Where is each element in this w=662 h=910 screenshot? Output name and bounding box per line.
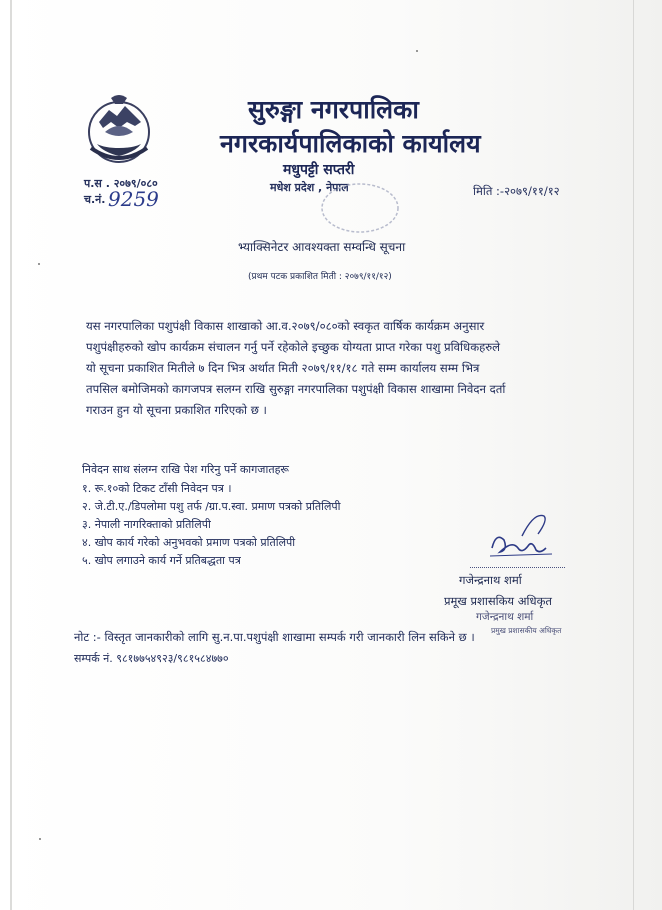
document-item: ४. खोप कार्य गरेको अनुभवको प्रमाण पत्रको प्रतिलिपी bbox=[82, 536, 296, 549]
speck bbox=[416, 50, 418, 52]
municipality-name: सुरुङ्गा नगरपालिका bbox=[248, 95, 419, 124]
handwritten-signature-icon bbox=[482, 510, 562, 565]
signatory-name: गजेन्द्रनाथ शर्मा bbox=[459, 573, 522, 587]
stamp-designation: प्रमुख प्रशासकीय अधिकृत bbox=[491, 626, 562, 635]
document-item: १. रू.१०को टिकट टाँसी निवेदन पत्र । bbox=[82, 482, 232, 495]
letter-date: मिति :-२०७९/११/१२ bbox=[473, 184, 560, 198]
address-line-1: मधुपट्टी सप्तरी bbox=[283, 162, 355, 178]
signature-line bbox=[470, 567, 565, 568]
document-item: ५. खोप लगाउने कार्य गर्ने प्रतिबद्धता पत्र bbox=[82, 554, 241, 567]
address-line-2: मधेश प्रदेश , नेपाल bbox=[270, 181, 349, 194]
notice-title: भ्याक्सिनेटर आवश्यक्ता सम्वन्धि सूचना bbox=[238, 240, 406, 254]
reference-number: प.स . २०७९/०८० bbox=[84, 177, 158, 190]
body-line: गराउन हुन यो सूचना प्रकाशित गरिएको छ । bbox=[86, 403, 267, 417]
faint-stamp-icon bbox=[310, 178, 420, 238]
stamp-name: गजेन्द्रनाथ शर्मा bbox=[476, 611, 534, 623]
page-edge-right bbox=[633, 0, 634, 910]
speck bbox=[39, 838, 41, 840]
page-edge-left bbox=[10, 0, 12, 910]
signatory-designation: प्रमूख प्रशासकिय अधिकृत bbox=[444, 594, 552, 608]
body-line: यो सूचना प्रकाशित मितीले ७ दिन भित्र अर्थात मिती २०७९/११/१८ गते सम्म कार्यालय सम्म भित्र bbox=[86, 361, 480, 375]
body-line: तपसिल बमोजिमको कागजपत्र सलग्न राखि सुरुङ्गा नगरपालिका पशुपंक्षी विकास शाखामा निवेदन दर्ता bbox=[86, 382, 506, 396]
note-line: नोट :- विस्तृत जानकारीको लागि सु.न.पा.पशुपंक्षी शाखामा सम्पर्क गरी जानकारी लिन सकिने छ । bbox=[74, 630, 475, 644]
body-line: पशुपंक्षीहरुको खोप कार्यक्रम संचालन गर्नु पर्ने रहेकोले इच्छुक योग्यता प्राप्त गरेका पशु प्रविधिकहरुले bbox=[86, 340, 501, 354]
speck bbox=[38, 263, 40, 265]
office-name: नगरकार्यपालिकाको कार्यालय bbox=[220, 129, 481, 158]
dispatch-label: च.नं. bbox=[84, 193, 106, 206]
nepal-emblem-icon bbox=[83, 92, 155, 170]
documents-heading: निवेदन साथ संलग्न राखि पेश गरिनु पर्ने कागजातहरू bbox=[82, 463, 289, 476]
document-item: ३. नेपाली नागरिक्ताको प्रतिलिपी bbox=[82, 518, 211, 531]
notice-subtitle: (प्रथम पटक प्रकाशित मिती : २०७९/११/१२) bbox=[248, 272, 392, 282]
dispatch-number: 9259 bbox=[108, 187, 159, 211]
document-item: २. जे.टी.ए./डिपलोमा पशु तर्फ /ग्रा.प.स्वा. प्रमाण पत्रको प्रतिलिपी bbox=[82, 500, 341, 513]
body-line: यस नगरपालिका पशुपंक्षी विकास शाखाको आ.व.२०७९/०८०को स्वकृत वार्षिक कार्यक्रम अनुसार bbox=[86, 319, 485, 333]
contact-number: सम्पर्क नं. ९८१७७५४९२३/९८१५८४७७० bbox=[74, 652, 229, 665]
